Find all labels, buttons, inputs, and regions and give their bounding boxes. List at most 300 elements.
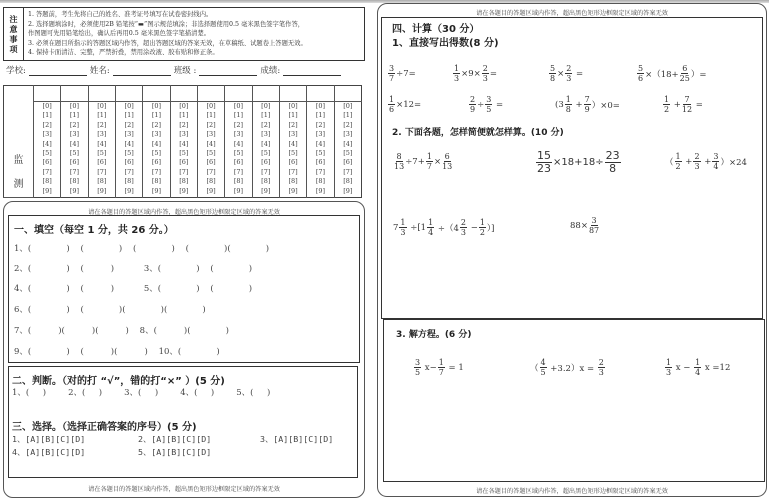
digit-bubble[interactable]: [3] [288, 130, 298, 139]
digit-bubble[interactable]: [3] [233, 130, 244, 139]
part1-expression [548, 64, 583, 83]
digit-bubble[interactable]: [9] [233, 186, 244, 195]
fraction [540, 358, 547, 377]
fraction [589, 216, 599, 235]
digit-bubble[interactable]: [4] [288, 139, 298, 148]
denominator: 2 [675, 162, 681, 171]
grid-column [252, 102, 279, 198]
judge-row [12, 386, 270, 398]
denominator: 9 [584, 105, 590, 114]
choice-item[interactable]: 3、[A][B][C][D] [260, 434, 334, 444]
digit-bubble[interactable]: [8] [69, 177, 80, 186]
fraction [438, 358, 445, 377]
digit-bubble[interactable]: [3] [97, 130, 107, 139]
digit-bubble[interactable]: [7] [124, 167, 134, 176]
numerator: 1 [400, 218, 406, 227]
digit-bubble[interactable]: [8] [97, 177, 107, 186]
digit-bubble[interactable]: [6] [343, 158, 353, 167]
grid-column [307, 102, 334, 198]
digit-bubble[interactable]: [3] [261, 130, 271, 139]
digit-bubble[interactable]: [8] [42, 177, 52, 186]
expr-text: ×18+18÷ [553, 157, 604, 168]
denominator: 5 [486, 105, 492, 114]
digit-bubble[interactable]: [0] [233, 102, 244, 110]
digit-bubble[interactable]: [1] [261, 111, 271, 120]
denominator: 6 [389, 105, 395, 114]
digit-bubble[interactable]: [2] [288, 120, 298, 129]
grid-header-cell[interactable] [307, 86, 334, 102]
part2-title: 2. 下面各题，怎样简便就怎样算。(10 分) [392, 128, 564, 138]
grid-column [115, 102, 142, 198]
section1-title: 一、填空（每空 1 分，共 26 分。） [14, 225, 174, 236]
digit-bubble[interactable]: [4] [206, 139, 216, 148]
choice-item[interactable]: 4、[A][B][C][D] [12, 447, 86, 457]
judge-item[interactable]: 5、( ) [236, 388, 271, 398]
denominator: 13 [394, 162, 405, 171]
expr-text: ）] [486, 223, 495, 234]
digit-bubble[interactable]: [9] [124, 186, 134, 195]
denominator: 9 [470, 105, 476, 114]
fraction [549, 64, 556, 83]
fraction [605, 150, 621, 175]
part1-title: 1、直接写出得数(8 分) [392, 38, 499, 49]
numerator: 6 [682, 64, 688, 73]
digit-bubble[interactable]: [9] [97, 186, 107, 195]
region-tip: 请在各题目的答题区域内作答，超出黑色矩形边框限定区域的答案无效 [476, 488, 668, 495]
judge-item[interactable]: 4、( ) [180, 388, 215, 398]
numerator: 3 [389, 64, 395, 73]
digit-bubble[interactable]: [4] [261, 139, 271, 148]
expr-text: + [671, 99, 681, 110]
digit-bubble[interactable]: [0] [179, 102, 189, 110]
digit-bubble[interactable]: [3] [343, 130, 353, 139]
digit-bubble[interactable]: [8] [124, 177, 134, 186]
grid-header-cell[interactable] [279, 86, 306, 102]
digit-bubble[interactable]: [9] [343, 186, 353, 195]
denominator: 3 [460, 228, 466, 237]
digit-bubble[interactable]: [8] [288, 177, 298, 186]
digit-bubble[interactable]: [3] [206, 130, 216, 139]
fraction [399, 218, 406, 237]
digit-bubble[interactable]: [1] [179, 111, 189, 120]
numerator: 3 [591, 216, 597, 225]
grid-header-cell[interactable] [143, 86, 170, 102]
numerator: 2 [694, 152, 700, 161]
digit-bubble[interactable]: [5] [97, 149, 107, 158]
expr-text: ÷7+ [405, 156, 425, 167]
digit-bubble[interactable]: [6] [288, 158, 298, 167]
section3-title: 三、选择。（选择正确答案的序号）(5 分) [12, 422, 197, 433]
fill-blank-row[interactable]: 4、( ) ( ) 5、( ) ( ) [14, 284, 253, 294]
digit-bubble[interactable]: [3] [124, 130, 134, 139]
expr-text: x− [422, 362, 437, 373]
digit-bubble[interactable]: [9] [206, 186, 216, 195]
digit-bubble[interactable]: [7] [42, 167, 52, 176]
digit-bubble[interactable]: [3] [315, 130, 326, 139]
part3-expression [664, 358, 730, 377]
numerator: 3 [486, 95, 492, 104]
digit-bubble[interactable]: [5] [206, 149, 216, 158]
digit-bubble[interactable]: [2] [233, 120, 244, 129]
digit-bubble[interactable]: [6] [151, 158, 162, 167]
digit-bubble[interactable]: [0] [42, 102, 52, 110]
numerator: 23 [605, 149, 620, 162]
digit-bubble[interactable]: [1] [97, 111, 107, 120]
numerator: 1 [675, 152, 681, 161]
digit-bubble[interactable]: [0] [97, 102, 107, 110]
grid-column [143, 102, 170, 198]
part3-expression [413, 358, 464, 377]
judge-item[interactable]: 2、( ) [68, 388, 103, 398]
score-field[interactable] [283, 67, 341, 76]
digit-bubble[interactable]: [0] [206, 102, 216, 110]
digit-bubble[interactable]: [5] [69, 149, 80, 158]
grid-header-cell[interactable] [252, 86, 279, 102]
expr-text: = [693, 99, 703, 110]
denominator: 8 [609, 162, 617, 175]
fraction [426, 152, 433, 171]
fraction [712, 152, 719, 171]
fraction [665, 358, 672, 377]
digit-bubble[interactable]: [8] [179, 177, 189, 186]
digit-bubble[interactable]: [3] [179, 130, 189, 139]
grid-column [61, 102, 88, 198]
digit-bubble[interactable]: [6] [261, 158, 271, 167]
digit-bubble[interactable]: [7] [151, 167, 162, 176]
class-label: 班级 : [173, 66, 197, 76]
digit-bubble[interactable]: [2] [343, 120, 353, 129]
digit-bubble[interactable]: [6] [179, 158, 189, 167]
digit-bubble[interactable]: [0] [124, 102, 134, 110]
digit-bubble[interactable]: [5] [179, 149, 189, 158]
denominator: 6 [638, 74, 644, 83]
class-field[interactable] [199, 67, 257, 76]
grid-header-cell[interactable] [115, 86, 142, 102]
notice-text [24, 8, 311, 60]
digit-bubble[interactable]: [0] [69, 102, 80, 110]
fraction [388, 95, 395, 114]
denominator: 5 [415, 368, 421, 377]
notice-box [3, 7, 365, 61]
fraction [479, 218, 486, 237]
grid-label-top: 监 [13, 155, 24, 166]
denominator: 3 [566, 74, 572, 83]
notice-line: 4. 保持卡面清洁、完整，严禁折叠，禁用涂改液、胶布贴和修正条。 [28, 49, 219, 57]
expr-text: ）= [690, 69, 707, 80]
digit-bubble[interactable]: [4] [151, 139, 162, 148]
name-field[interactable] [113, 67, 171, 76]
expr-text: = [489, 68, 497, 79]
digit-bubble[interactable]: [9] [288, 186, 298, 195]
digit-bubble[interactable]: [4] [124, 139, 134, 148]
digit-bubble[interactable]: [6] [206, 158, 216, 167]
numerator: 8 [396, 152, 402, 161]
digit-bubble[interactable]: [8] [343, 177, 353, 186]
denominator: 2 [664, 105, 670, 114]
digit-bubble[interactable]: [5] [315, 149, 326, 158]
grid-column [34, 102, 61, 198]
part1-expression [555, 95, 620, 114]
grid-column [88, 102, 115, 198]
expr-text: ÷ [477, 99, 485, 110]
denominator: 87 [588, 226, 600, 235]
school-label: 学校: [6, 66, 26, 76]
digit-bubble[interactable]: [1] [69, 111, 80, 120]
numerator: 1 [666, 358, 672, 367]
grid-header-cell[interactable] [334, 86, 361, 102]
digit-bubble[interactable]: [7] [233, 167, 244, 176]
digit-bubble[interactable]: [6] [124, 158, 134, 167]
digit-bubble[interactable]: [2] [315, 120, 326, 129]
expr-text: （ [530, 363, 539, 374]
digit-bubble[interactable]: [4] [179, 139, 189, 148]
expr-text: = [493, 99, 504, 110]
denominator: 2 [479, 228, 485, 237]
digit-bubble[interactable]: [2] [124, 120, 134, 129]
digit-bubble[interactable]: [2] [261, 120, 271, 129]
fraction [682, 95, 692, 114]
digit-bubble[interactable]: [1] [42, 111, 52, 120]
denominator: 4 [428, 228, 434, 237]
judge-item[interactable]: 3、( ) [124, 388, 159, 398]
numerator: 2 [460, 218, 466, 227]
denominator: 3 [694, 162, 700, 171]
digit-bubble[interactable]: [5] [42, 149, 52, 158]
digit-bubble[interactable]: [5] [124, 149, 134, 158]
expr-text: = [573, 68, 584, 79]
grid-header-cell[interactable] [34, 86, 61, 102]
expr-text: +3.2）x = [547, 363, 597, 374]
digit-bubble[interactable]: [5] [233, 149, 244, 158]
notice-label-char: 意 [9, 24, 18, 34]
expr-text: − [468, 222, 478, 233]
digit-bubble[interactable]: [9] [69, 186, 80, 195]
expr-text: × [433, 156, 442, 167]
digit-bubble[interactable]: [2] [42, 120, 52, 129]
digit-bubble[interactable]: [7] [97, 167, 107, 176]
grid-header-cell[interactable] [61, 86, 88, 102]
digit-bubble[interactable]: [3] [69, 130, 80, 139]
numerator: 1 [565, 95, 571, 104]
digit-bubble[interactable]: [8] [261, 177, 271, 186]
section4-title: 四、计算（30 分） [392, 24, 480, 35]
digit-bubble[interactable]: [9] [42, 186, 52, 195]
fill-blank-row[interactable]: 9、( ) ( )( ) 10、( ) [14, 347, 220, 357]
region-tip: 请在各题目的答题区域内作答，超出黑色矩形边框限定区域的答案无效 [476, 10, 668, 17]
digit-bubble[interactable]: [0] [343, 102, 353, 110]
grid-header-cell[interactable] [225, 86, 252, 102]
id-number-grid [3, 85, 362, 198]
fraction [584, 95, 591, 114]
expr-text: ×9× [461, 68, 481, 79]
digit-bubble[interactable]: [5] [288, 149, 298, 158]
fraction [427, 218, 434, 237]
fill-blank-row[interactable]: 6、( ) ( )( )( ) [14, 305, 206, 315]
notice-label [4, 8, 24, 60]
grid-header-cell[interactable] [197, 86, 224, 102]
numerator: 4 [540, 358, 546, 367]
digit-bubble[interactable]: [1] [288, 111, 298, 120]
fraction [565, 64, 572, 83]
expr-text: ÷7= [396, 68, 416, 79]
digit-bubble[interactable]: [0] [315, 102, 326, 110]
school-field[interactable] [29, 67, 87, 76]
digit-bubble[interactable]: [4] [42, 139, 52, 148]
numerator: 3 [713, 152, 719, 161]
denominator: 3 [482, 74, 488, 83]
digit-bubble[interactable]: [8] [315, 177, 326, 186]
numerator: 1 [664, 95, 670, 104]
part2-expression [393, 218, 495, 237]
part2-expression [665, 152, 747, 171]
digit-bubble[interactable]: [2] [179, 120, 189, 129]
digit-bubble[interactable]: [5] [151, 149, 162, 158]
digit-bubble[interactable]: [0] [288, 102, 298, 110]
fill-blank-row[interactable]: 2、( ) ( ) 3、( ) ( ) [14, 264, 253, 274]
digit-bubble[interactable]: [7] [288, 167, 298, 176]
fraction [453, 64, 460, 83]
digit-bubble[interactable]: [6] [315, 158, 326, 167]
expr-text: ÷[1 [407, 222, 427, 233]
notice-label-char: 注 [9, 14, 18, 24]
fraction [675, 152, 682, 171]
digit-bubble[interactable]: [9] [151, 186, 162, 195]
denominator: 25 [679, 74, 690, 83]
notice-line: 2. 选择题填涂时，必须使用2B 铅笔按“▬”图示规范填涂；非选择题使用0.5 毫米黑色签字笔作答， [28, 20, 305, 28]
fraction [693, 152, 700, 171]
numerator: 5 [550, 64, 556, 73]
denominator: 13 [442, 162, 453, 171]
digit-bubble[interactable]: [8] [233, 177, 244, 186]
digit-bubble[interactable]: [8] [206, 177, 216, 186]
digit-bubble[interactable]: [2] [206, 120, 216, 129]
digit-bubble[interactable]: [4] [233, 139, 244, 148]
digit-bubble[interactable]: [7] [315, 167, 326, 176]
part3-expression [530, 358, 606, 377]
denominator: 7 [426, 162, 432, 171]
region-tip: 请在各题目的答题区域内作答，超出黑色矩形边框限定区域的答案无效 [88, 209, 280, 216]
digit-bubble[interactable]: [7] [179, 167, 189, 176]
expr-text: 7 [393, 222, 399, 233]
digit-bubble[interactable]: [9] [315, 186, 326, 195]
score-label: 成绩: [260, 66, 281, 76]
digit-bubble[interactable]: [1] [233, 111, 244, 120]
numerator: 1 [454, 64, 460, 73]
digit-bubble[interactable]: [1] [206, 111, 216, 120]
denominator: 3 [454, 74, 460, 83]
fraction [442, 152, 452, 171]
digit-bubble[interactable]: [8] [151, 177, 162, 186]
fraction [694, 358, 701, 377]
section2-title: 二、判断。（对的打 “√”，错的打“×” ）(5 分) [12, 376, 225, 387]
digit-bubble[interactable]: [2] [151, 120, 162, 129]
digit-bubble[interactable]: [9] [179, 186, 189, 195]
digit-bubble[interactable]: [1] [151, 111, 162, 120]
digit-bubble[interactable]: [0] [261, 102, 271, 110]
digit-bubble[interactable]: [7] [206, 167, 216, 176]
digit-bubble[interactable]: [4] [97, 139, 107, 148]
fraction [482, 64, 489, 83]
denominator: 7 [438, 368, 444, 377]
part1-expression [468, 95, 503, 114]
digit-bubble[interactable]: [6] [42, 158, 52, 167]
fraction [388, 64, 395, 83]
expr-text: 88× [570, 220, 588, 231]
numerator: 3 [415, 358, 421, 367]
part3-title: 3. 解方程。(6 分) [396, 330, 472, 340]
digit-bubble[interactable]: [7] [261, 167, 271, 176]
digit-bubble[interactable]: [2] [97, 120, 107, 129]
part2-expression [535, 150, 622, 175]
numerator: 6 [444, 152, 450, 161]
digit-bubble[interactable]: [5] [343, 149, 353, 158]
digit-bubble[interactable]: [1] [315, 111, 326, 120]
digit-bubble[interactable]: [5] [261, 149, 271, 158]
fraction [565, 95, 572, 114]
digit-bubble[interactable]: [4] [69, 139, 80, 148]
digit-bubble[interactable]: [2] [69, 120, 80, 129]
grid-column [225, 102, 252, 198]
grid-column [170, 102, 197, 198]
choice-item[interactable]: 1、[A][B][C][D] [12, 434, 86, 444]
digit-bubble[interactable]: [3] [151, 130, 162, 139]
fill-blank-row[interactable]: 1、( ) ( ) ( ) ( )( ) [14, 244, 270, 254]
fraction [460, 218, 467, 237]
expr-text: ×（18+ [645, 69, 679, 80]
part2-expression [393, 152, 453, 171]
expr-text: （ [665, 157, 674, 168]
denominator: 3 [598, 368, 604, 377]
region-tip: 请在各题目的答题区域内作答，超出黑色矩形边框限定区域的答案无效 [88, 486, 280, 493]
grid-header-cell[interactable] [170, 86, 197, 102]
choice-item[interactable]: 2、[A][B][C][D] [138, 434, 212, 444]
digit-bubble[interactable]: [6] [233, 158, 244, 167]
notice-label-char: 事 [9, 34, 18, 44]
digit-bubble[interactable]: [4] [315, 139, 326, 148]
digit-bubble[interactable]: [7] [69, 167, 80, 176]
denominator: 7 [389, 74, 395, 83]
digit-bubble[interactable]: [7] [343, 167, 353, 176]
digit-bubble[interactable]: [6] [97, 158, 107, 167]
numerator: 2 [598, 358, 604, 367]
digit-bubble[interactable]: [9] [261, 186, 271, 195]
choice-item[interactable]: 5、[A][B][C][D] [138, 447, 212, 457]
grid-header-cell[interactable] [88, 86, 115, 102]
numerator: 2 [566, 64, 572, 73]
digit-bubble[interactable]: [1] [124, 111, 134, 120]
notice-line: 作图题可先用铅笔绘出，确认后再用0.5 毫米黑色签字笔描清楚。 [28, 30, 211, 38]
numerator: 7 [584, 95, 590, 104]
numerator: 2 [482, 64, 488, 73]
fill-blank-row[interactable]: 7、( )( )( ) 8、( )( ) [14, 326, 229, 336]
numerator: 1 [479, 218, 485, 227]
digit-bubble[interactable]: [6] [69, 158, 80, 167]
part1-expression [387, 95, 421, 114]
grid-column [279, 102, 306, 198]
expr-text: + [682, 156, 693, 167]
fraction [598, 358, 605, 377]
fraction [469, 95, 476, 114]
digit-bubble[interactable]: [4] [343, 139, 353, 148]
numerator: 7 [684, 95, 690, 104]
part1-expression [387, 64, 416, 83]
digit-bubble[interactable]: [3] [42, 130, 52, 139]
numerator: 1 [428, 218, 434, 227]
digit-bubble[interactable]: [0] [151, 102, 162, 110]
digit-bubble[interactable]: [1] [343, 111, 353, 120]
denominator: 4 [713, 162, 719, 171]
judge-item[interactable]: 1、( ) [12, 388, 47, 398]
